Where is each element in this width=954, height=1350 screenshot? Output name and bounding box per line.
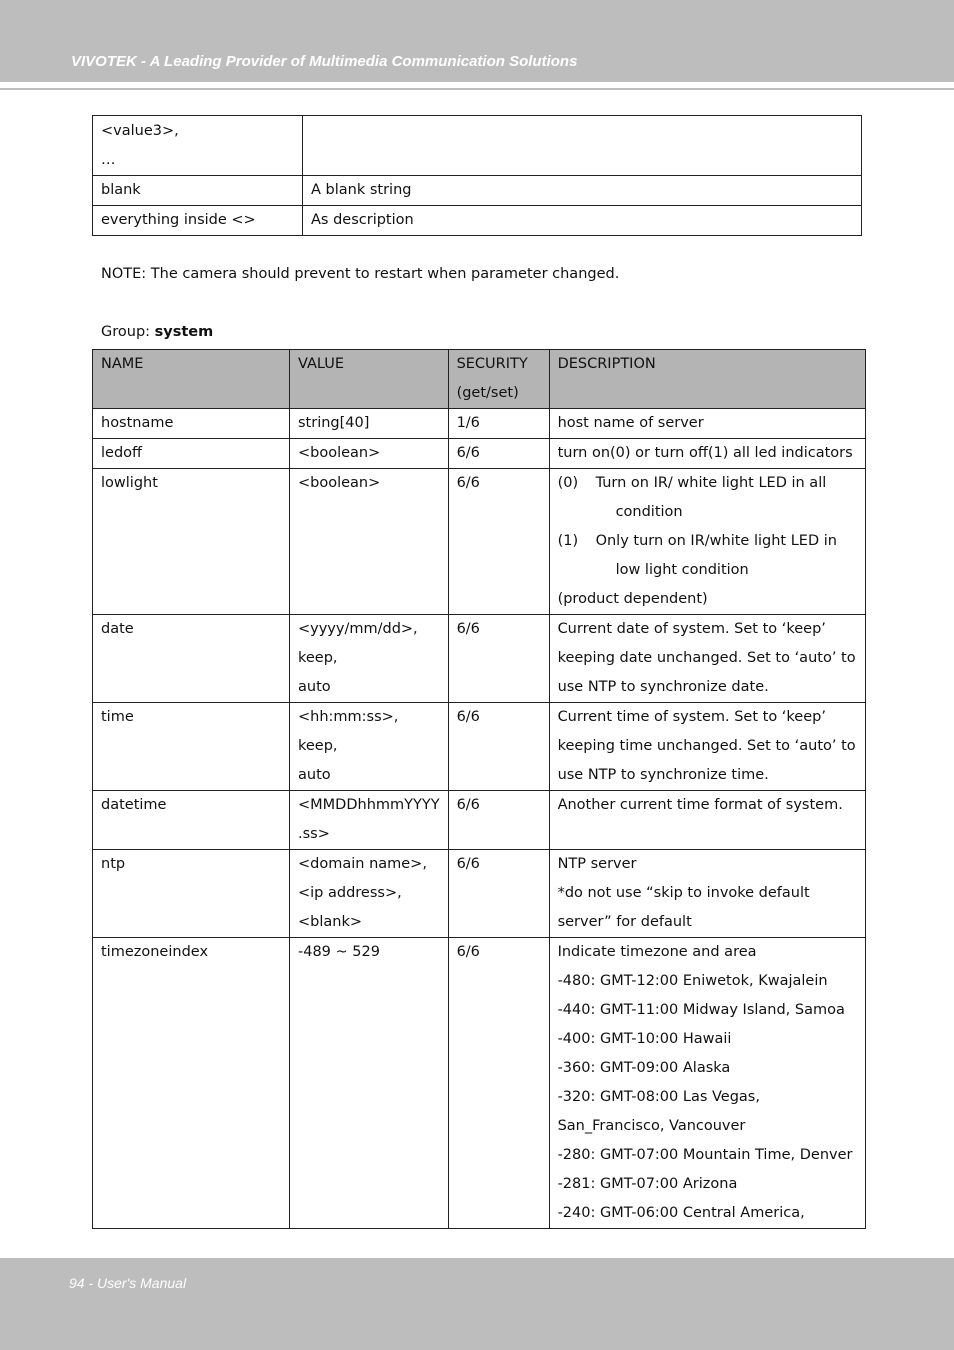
value-line: -489 ~ 529: [298, 944, 380, 960]
desc-line: Another current time format of system.: [557, 797, 843, 813]
desc-item: [558, 469, 857, 498]
value-line: <blank>: [298, 914, 363, 930]
value-line: …: [101, 152, 116, 168]
desc-line: -280: GMT-07:00 Mountain Time, Denver: [557, 1147, 853, 1163]
header-security-line: (get/set): [456, 385, 519, 401]
table-header-row: [93, 350, 866, 409]
desc-line: -320: GMT-08:00 Las Vegas,: [557, 1089, 760, 1105]
value-line: <MMDDhhmmYYYY: [298, 797, 440, 813]
group-name: system: [154, 324, 214, 340]
item-text: Turn on IR/ white light LED in all: [595, 475, 827, 491]
value-line: <value3>,: [101, 123, 179, 139]
param-name: hostname: [93, 409, 290, 439]
desc-line: -440: GMT-11:00 Midway Island, Samoa: [557, 1002, 845, 1018]
page-footer: [0, 1258, 954, 1350]
system-parameter-table: [92, 349, 866, 1229]
param-security: 6/6: [448, 615, 549, 703]
header-security-line: SECURITY: [456, 356, 528, 372]
header-title: VIVOTEK - A Leading Provider of Multimedia Communication Solutions: [71, 53, 578, 70]
value-line: auto: [298, 767, 331, 783]
desc-line: Current date of system. Set to ‘keep’: [557, 621, 826, 637]
value-line: keep,: [298, 650, 338, 666]
desc-line: Current time of system. Set to ‘keep’: [557, 709, 826, 725]
desc-line: (product dependent): [557, 591, 708, 607]
param-desc: [549, 469, 865, 615]
desc-line: use NTP to synchronize date.: [557, 679, 769, 695]
desc-cell: As description: [303, 206, 862, 236]
header-name: NAME: [93, 350, 290, 409]
value-line: auto: [298, 679, 331, 695]
group-label: Group:: [101, 324, 155, 340]
desc-line: use NTP to synchronize time.: [557, 767, 769, 783]
table-row: [93, 703, 866, 791]
param-value: [290, 938, 449, 1229]
param-name: timezoneindex: [93, 938, 290, 1229]
table-row: [93, 439, 866, 469]
item-continuation: low light condition: [615, 562, 749, 578]
desc-cell: [303, 116, 862, 176]
table-row: [93, 176, 862, 206]
desc-line: NTP server: [557, 856, 637, 872]
value-cell: blank: [93, 176, 303, 206]
value-line: keep,: [298, 738, 338, 754]
param-desc: host name of server: [549, 409, 865, 439]
param-value: [290, 615, 449, 703]
item-text: Only turn on IR/white light LED in: [595, 533, 837, 549]
desc-line: -400: GMT-10:00 Hawaii: [557, 1031, 732, 1047]
param-security: 6/6: [448, 703, 549, 791]
param-security: 1/6: [448, 409, 549, 439]
desc-cell: A blank string: [303, 176, 862, 206]
desc-item: [558, 527, 857, 556]
desc-line: -480: GMT-12:00 Eniwetok, Kwajalein: [557, 973, 828, 989]
header-security: [448, 350, 549, 409]
page-header: [0, 0, 954, 82]
group-heading: [101, 324, 213, 340]
header-value: VALUE: [290, 350, 449, 409]
param-security: 6/6: [448, 439, 549, 469]
desc-line: -281: GMT-07:00 Arizona: [557, 1176, 738, 1192]
desc-line: San_Francisco, Vancouver: [557, 1118, 746, 1134]
item-number: (0): [557, 475, 579, 491]
table-row: [93, 116, 862, 176]
param-desc: [549, 791, 865, 850]
header-rule: [0, 88, 954, 90]
param-security: 6/6: [448, 469, 549, 615]
table-row: [93, 850, 866, 938]
value-line: .ss>: [298, 826, 330, 842]
note-text: NOTE: The camera should prevent to restart when parameter changed.: [101, 266, 620, 282]
desc-line: Indicate timezone and area: [557, 944, 757, 960]
param-name: date: [93, 615, 290, 703]
table-row: [93, 206, 862, 236]
param-desc: [549, 938, 865, 1229]
param-value: [290, 850, 449, 938]
value-table: [92, 115, 862, 236]
desc-line: -240: GMT-06:00 Central America,: [557, 1205, 805, 1221]
param-value: [290, 791, 449, 850]
desc-line: *do not use “skip to invoke default: [557, 885, 810, 901]
param-desc: [549, 615, 865, 703]
value-cell: everything inside <>: [93, 206, 303, 236]
table-row: [93, 409, 866, 439]
param-desc: turn on(0) or turn off(1) all led indicators: [549, 439, 865, 469]
item-continuation: condition: [615, 504, 683, 520]
param-desc: [549, 703, 865, 791]
item-number: (1): [557, 533, 579, 549]
value-line: <hh:mm:ss>,: [298, 709, 399, 725]
desc-line: keeping date unchanged. Set to ‘auto’ to: [557, 650, 856, 666]
header-description: DESCRIPTION: [549, 350, 865, 409]
desc-line: -360: GMT-09:00 Alaska: [557, 1060, 731, 1076]
value-line: <yyyy/mm/dd>,: [298, 621, 418, 637]
param-security: 6/6: [448, 938, 549, 1229]
param-value: [290, 703, 449, 791]
desc-line: keeping time unchanged. Set to ‘auto’ to: [557, 738, 856, 754]
param-value: <boolean>: [290, 469, 449, 615]
param-name: ledoff: [93, 439, 290, 469]
table-row: [93, 938, 866, 1229]
page-number: 94 - User's Manual: [69, 1275, 187, 1291]
param-security: 6/6: [448, 850, 549, 938]
value-cell: [93, 116, 303, 176]
param-name: time: [93, 703, 290, 791]
table-row: [93, 791, 866, 850]
param-security: 6/6: [448, 791, 549, 850]
param-name: lowlight: [93, 469, 290, 615]
desc-line: server” for default: [557, 914, 692, 930]
param-name: ntp: [93, 850, 290, 938]
table-row: [93, 469, 866, 615]
value-line: <domain name>,: [298, 856, 427, 872]
table-row: [93, 615, 866, 703]
param-value: <boolean>: [290, 439, 449, 469]
value-line: <ip address>,: [298, 885, 402, 901]
param-desc: [549, 850, 865, 938]
param-name: datetime: [93, 791, 290, 850]
param-value: string[40]: [290, 409, 449, 439]
